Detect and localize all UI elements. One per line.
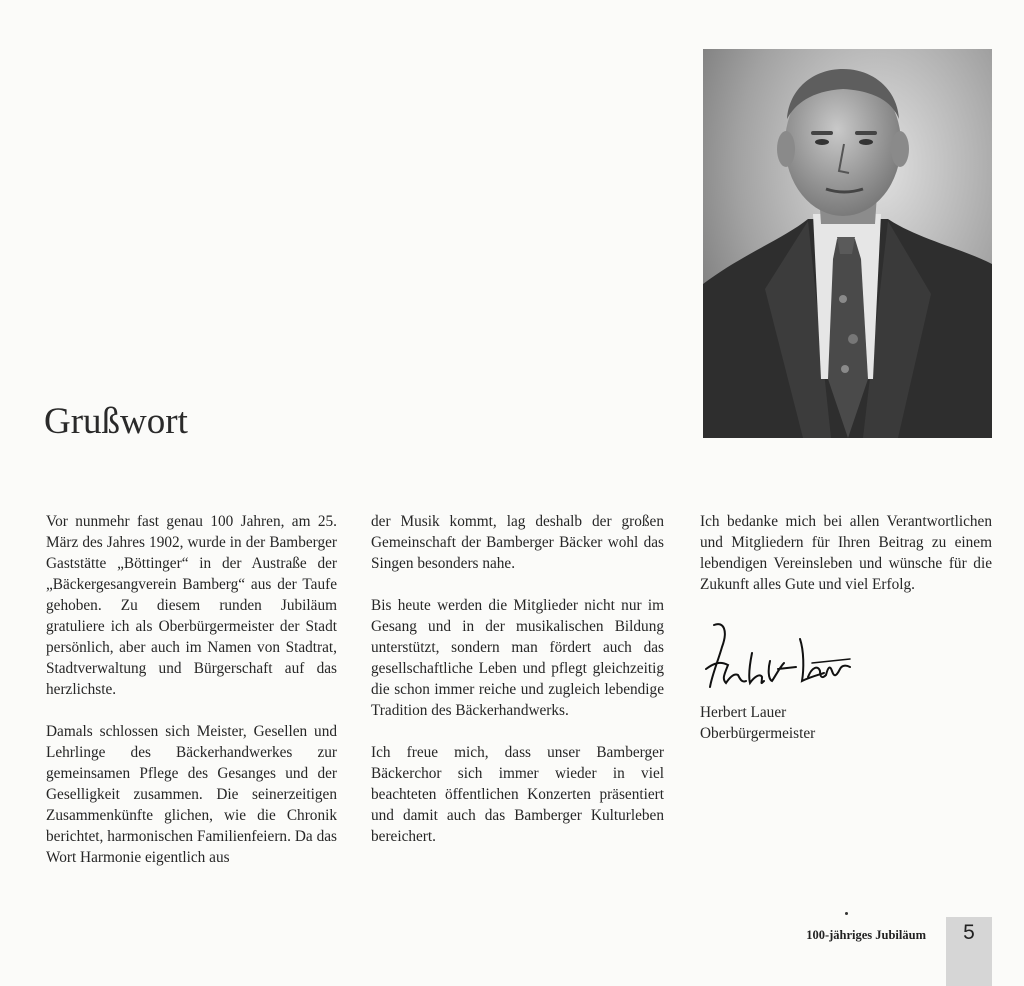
portrait-photo: [703, 49, 992, 438]
print-speck: [845, 912, 848, 915]
paragraph: Ich bedanke mich bei allen Verantwortlichen und Mitgliedern für Ihren Beitrag zu einem lebendigen Vereinsleben und wünsche für die Zukunft alles Gute und viel Erfolg.: [700, 513, 992, 593]
page-number: 5: [963, 921, 975, 944]
text-column-3: [700, 511, 992, 616]
paragraph: Damals schlossen sich Meister, Gesellen und Lehrlinge des Bäckerhandwerkes zur gemeinsamen Pflege des Gesanges und der Geselligkeit zusammen. Die seinerzeitigen Zusammenkünfte glichen, wie die Chronik berichtet, harmonischen Familienfeiern. Da das Wort Harmonie eigentlich aus: [46, 723, 337, 866]
page-title: Grußwort: [44, 401, 188, 442]
signatory-title: Oberbürgermeister: [700, 725, 816, 742]
handwritten-signature: [700, 617, 860, 697]
text-column-1: [46, 511, 337, 889]
signatory-name: Herbert Lauer: [700, 704, 787, 721]
footer-caption: 100-jähriges Jubiläum: [806, 928, 926, 942]
portrait-illustration: [703, 49, 992, 438]
paragraph: Bis heute werden die Mitglieder nicht nur im Gesang und in der musikalischen Bildung unterstützt, sondern man fördert auch das gesellschaftliche Leben und pflegt gleichzeitig die schon immer reiche und zugleich lebendige Tradition des Bäckerhandwerks.: [371, 597, 664, 719]
text-column-2: [371, 511, 664, 868]
paragraph: Vor nunmehr fast genau 100 Jahren, am 25. März des Jahres 1902, wurde in der Bamberger Gaststätte „Böttinger“ in der Austraße der „Bäckergesangverein Bamberg“ aus der Taufe gehoben. Zu diesem runden Jubiläum gratuliere ich als Oberbürgermeister der Stadt persönlich, aber auch im Namen von Stadtrat, Stadtverwaltung und Bürgerschaft auf das herzlichste.: [46, 513, 337, 698]
paragraph: der Musik kommt, lag deshalb der großen Gemeinschaft der Bamberger Bäcker wohl das Singen besonders nahe.: [371, 513, 664, 572]
paragraph: Ich freue mich, dass unser Bamberger Bäckerchor sich immer wieder in viel beachteten öffentlichen Konzerten präsentiert und damit auch das Bamberger Kulturleben bereichert.: [371, 744, 664, 845]
